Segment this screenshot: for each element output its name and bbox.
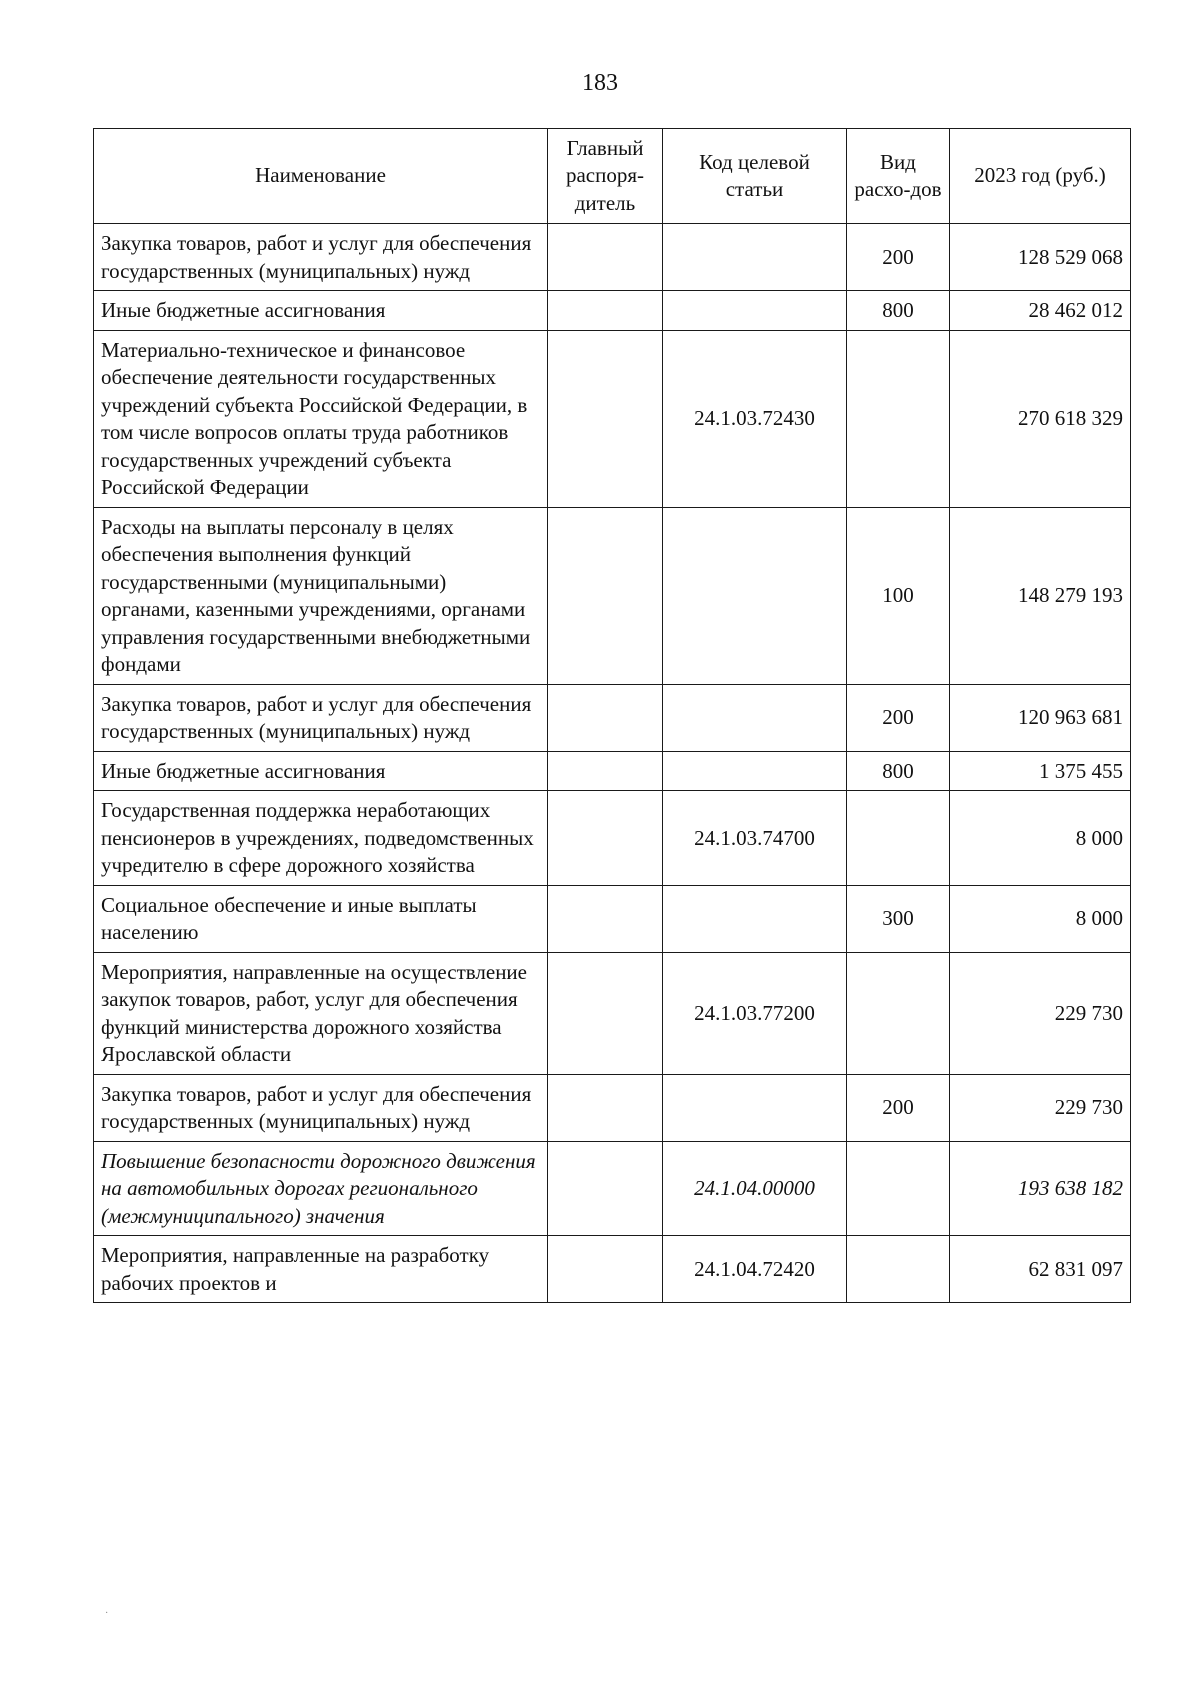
row-expense-type-cell xyxy=(847,1141,950,1236)
row-expense-type-cell xyxy=(847,1236,950,1303)
row-name-cell: Социальное обеспечение и иные выплаты населению xyxy=(94,885,548,952)
row-expense-type-cell: 200 xyxy=(847,1074,950,1141)
row-target-code-cell: 24.1.03.72430 xyxy=(663,330,847,507)
row-expense-type-cell xyxy=(847,330,950,507)
row-target-code-cell xyxy=(663,1074,847,1141)
page-number: 183 xyxy=(582,70,618,96)
row-amount-cell: 128 529 068 xyxy=(950,224,1131,291)
row-expense-type-cell: 200 xyxy=(847,684,950,751)
table-body xyxy=(94,224,1131,1303)
row-name-cell: Закупка товаров, работ и услуг для обеспечения государственных (муниципальных) нужд xyxy=(94,684,548,751)
header-name: Наименование xyxy=(94,129,548,224)
row-amount-cell: 8 000 xyxy=(950,885,1131,952)
header-expense-type: Вид расхо-дов xyxy=(847,129,950,224)
header-amount-2023: 2023 год (руб.) xyxy=(950,129,1131,224)
row-name-cell: Закупка товаров, работ и услуг для обеспечения государственных (муниципальных) нужд xyxy=(94,1074,548,1141)
row-amount-cell: 8 000 xyxy=(950,791,1131,886)
row-expense-type-cell: 200 xyxy=(847,224,950,291)
row-chief-manager-cell xyxy=(548,330,663,507)
row-name-cell: Материально-техническое и финансовое обеспечение деятельности государственных учреждений субъекта Российской Федерации, в том числе вопросов оплаты труда работников государственных учреждений субъекта Российской Федерации xyxy=(94,330,548,507)
row-expense-type-cell: 100 xyxy=(847,507,950,684)
row-target-code-cell: 24.1.03.74700 xyxy=(663,791,847,886)
row-target-code-cell xyxy=(663,684,847,751)
row-chief-manager-cell xyxy=(548,291,663,331)
table-row xyxy=(94,751,1131,791)
row-name-cell: Иные бюджетные ассигнования xyxy=(94,291,548,331)
row-amount-cell: 28 462 012 xyxy=(950,291,1131,331)
row-target-code-cell: 24.1.03.77200 xyxy=(663,952,847,1074)
row-name-cell: Расходы на выплаты персоналу в целях обеспечения выполнения функций государственными (муниципальными) органами, казенными учреждениями, органами управления государственными внебюджетными фондами xyxy=(94,507,548,684)
row-chief-manager-cell xyxy=(548,507,663,684)
table-header-row xyxy=(94,129,1131,224)
row-expense-type-cell xyxy=(847,952,950,1074)
row-chief-manager-cell xyxy=(548,885,663,952)
row-chief-manager-cell xyxy=(548,1141,663,1236)
row-name-cell: Повышение безопасности дорожного движения на автомобильных дорогах регионального (межмуниципального) значения xyxy=(94,1141,548,1236)
row-name-cell: Мероприятия, направленные на осуществление закупок товаров, работ, услуг для обеспечения функций министерства дорожного хозяйства Ярославской области xyxy=(94,952,548,1074)
row-target-code-cell xyxy=(663,885,847,952)
table-row xyxy=(94,885,1131,952)
row-expense-type-cell: 300 xyxy=(847,885,950,952)
row-chief-manager-cell xyxy=(548,224,663,291)
table-row xyxy=(94,1074,1131,1141)
row-name-cell: Закупка товаров, работ и услуг для обеспечения государственных (муниципальных) нужд xyxy=(94,224,548,291)
row-amount-cell: 229 730 xyxy=(950,952,1131,1074)
row-expense-type-cell: 800 xyxy=(847,291,950,331)
budget-table xyxy=(93,128,1131,1303)
row-chief-manager-cell xyxy=(548,684,663,751)
row-chief-manager-cell xyxy=(548,1236,663,1303)
table-row xyxy=(94,791,1131,886)
table-row xyxy=(94,224,1131,291)
row-amount-cell: 229 730 xyxy=(950,1074,1131,1141)
row-amount-cell: 148 279 193 xyxy=(950,507,1131,684)
table-row xyxy=(94,684,1131,751)
row-chief-manager-cell xyxy=(548,751,663,791)
row-target-code-cell: 24.1.04.00000 xyxy=(663,1141,847,1236)
table-row xyxy=(94,1141,1131,1236)
row-chief-manager-cell xyxy=(548,952,663,1074)
row-chief-manager-cell xyxy=(548,1074,663,1141)
table-row xyxy=(94,291,1131,331)
row-amount-cell: 193 638 182 xyxy=(950,1141,1131,1236)
table-row xyxy=(94,507,1131,684)
row-amount-cell: 1 375 455 xyxy=(950,751,1131,791)
table-row xyxy=(94,952,1131,1074)
row-name-cell: Государственная поддержка неработающих пенсионеров в учреждениях, подведомственных учредителю в сфере дорожного хозяйства xyxy=(94,791,548,886)
scan-mark: · xyxy=(105,1608,109,1619)
row-target-code-cell xyxy=(663,224,847,291)
row-amount-cell: 62 831 097 xyxy=(950,1236,1131,1303)
row-expense-type-cell xyxy=(847,791,950,886)
row-name-cell: Мероприятия, направленные на разработку рабочих проектов и xyxy=(94,1236,548,1303)
table-row xyxy=(94,330,1131,507)
header-chief-manager: Главный распоря-дитель xyxy=(548,129,663,224)
row-expense-type-cell: 800 xyxy=(847,751,950,791)
row-name-cell: Иные бюджетные ассигнования xyxy=(94,751,548,791)
header-target-code: Код целевой статьи xyxy=(663,129,847,224)
row-target-code-cell xyxy=(663,507,847,684)
row-target-code-cell xyxy=(663,751,847,791)
row-amount-cell: 270 618 329 xyxy=(950,330,1131,507)
row-amount-cell: 120 963 681 xyxy=(950,684,1131,751)
table-row xyxy=(94,1236,1131,1303)
row-target-code-cell xyxy=(663,291,847,331)
row-chief-manager-cell xyxy=(548,791,663,886)
row-target-code-cell: 24.1.04.72420 xyxy=(663,1236,847,1303)
